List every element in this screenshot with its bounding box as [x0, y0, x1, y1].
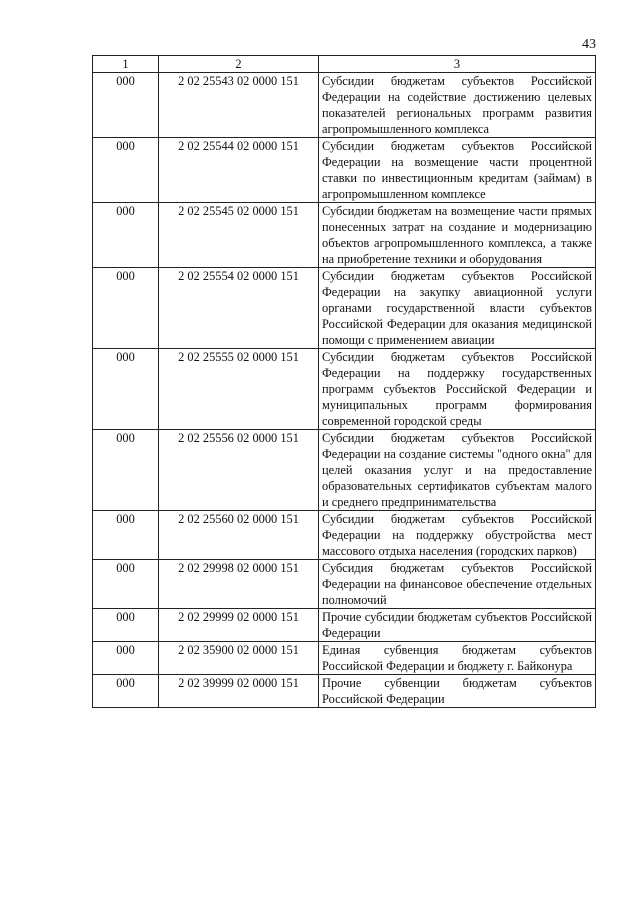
- income-name-cell: Прочие субвенции бюджетам субъектов Российской Федерации: [319, 675, 596, 708]
- header-col-3: 3: [319, 56, 596, 73]
- admin-code-cell: 000: [93, 609, 159, 642]
- budget-code-cell: 2 02 25544 02 0000 151: [159, 138, 319, 203]
- income-name-cell: Субсидии бюджетам субъектов Российской Федерации на поддержку государственных программ субъектов Российской Федерации и муниципальных программ формирования современной городской среды: [319, 349, 596, 430]
- admin-code-cell: 000: [93, 511, 159, 560]
- page-number: 43: [582, 37, 596, 52]
- table-row: [93, 642, 596, 675]
- table-row: [93, 73, 596, 138]
- header-col-1: 1: [93, 56, 159, 73]
- income-name-cell: Прочие субсидии бюджетам субъектов Российской Федерации: [319, 609, 596, 642]
- header-col-2: 2: [159, 56, 319, 73]
- budget-code-cell: 2 02 25560 02 0000 151: [159, 511, 319, 560]
- table-row: [93, 203, 596, 268]
- budget-code-cell: 2 02 35900 02 0000 151: [159, 642, 319, 675]
- income-name-cell: Субсидии бюджетам субъектов Российской Федерации на поддержку обустройства мест массового отдыха населения (городских парков): [319, 511, 596, 560]
- table-header-row: [93, 56, 596, 73]
- budget-classification-table: [92, 55, 596, 708]
- admin-code-cell: 000: [93, 430, 159, 511]
- table-row: [93, 560, 596, 609]
- income-name-cell: Субсидии бюджетам субъектов Российской Федерации на создание системы "одного окна" для целей оказания услуг и на предоставление образовательных сертификатов субъектам малого и среднего предпринимательства: [319, 430, 596, 511]
- budget-code-cell: 2 02 25555 02 0000 151: [159, 349, 319, 430]
- admin-code-cell: 000: [93, 268, 159, 349]
- income-name-cell: Субсидия бюджетам субъектов Российской Федерации на финансовое обеспечение отдельных полномочий: [319, 560, 596, 609]
- table-row: [93, 511, 596, 560]
- admin-code-cell: 000: [93, 138, 159, 203]
- admin-code-cell: 000: [93, 675, 159, 708]
- admin-code-cell: 000: [93, 560, 159, 609]
- income-name-cell: Единая субвенция бюджетам субъектов Российской Федерации и бюджету г. Байконура: [319, 642, 596, 675]
- budget-code-cell: 2 02 39999 02 0000 151: [159, 675, 319, 708]
- budget-code-cell: 2 02 25554 02 0000 151: [159, 268, 319, 349]
- budget-code-cell: 2 02 25545 02 0000 151: [159, 203, 319, 268]
- table-row: [93, 138, 596, 203]
- income-name-cell: Субсидии бюджетам субъектов Российской Федерации на содействие достижению целевых показателей региональных программ развития агропромышленного комплекса: [319, 73, 596, 138]
- budget-code-cell: 2 02 29998 02 0000 151: [159, 560, 319, 609]
- income-name-cell: Субсидии бюджетам на возмещение части прямых понесенных затрат на создание и модернизацию объектов агропромышленного комплекса, а также на приобретение техники и оборудования: [319, 203, 596, 268]
- income-name-cell: Субсидии бюджетам субъектов Российской Федерации на закупку авиационной услуги органами государственной власти субъектов Российской Федерации для оказания медицинской помощи с применением авиации: [319, 268, 596, 349]
- budget-code-cell: 2 02 29999 02 0000 151: [159, 609, 319, 642]
- admin-code-cell: 000: [93, 349, 159, 430]
- table-row: [93, 675, 596, 708]
- admin-code-cell: 000: [93, 642, 159, 675]
- income-name-cell: Субсидии бюджетам субъектов Российской Федерации на возмещение части процентной ставки по инвестиционным кредитам (займам) в агропромышленном комплексе: [319, 138, 596, 203]
- budget-code-cell: 2 02 25556 02 0000 151: [159, 430, 319, 511]
- table-row: [93, 609, 596, 642]
- budget-code-cell: 2 02 25543 02 0000 151: [159, 73, 319, 138]
- admin-code-cell: 000: [93, 73, 159, 138]
- admin-code-cell: 000: [93, 203, 159, 268]
- table-row: [93, 349, 596, 430]
- table-row: [93, 268, 596, 349]
- table-row: [93, 430, 596, 511]
